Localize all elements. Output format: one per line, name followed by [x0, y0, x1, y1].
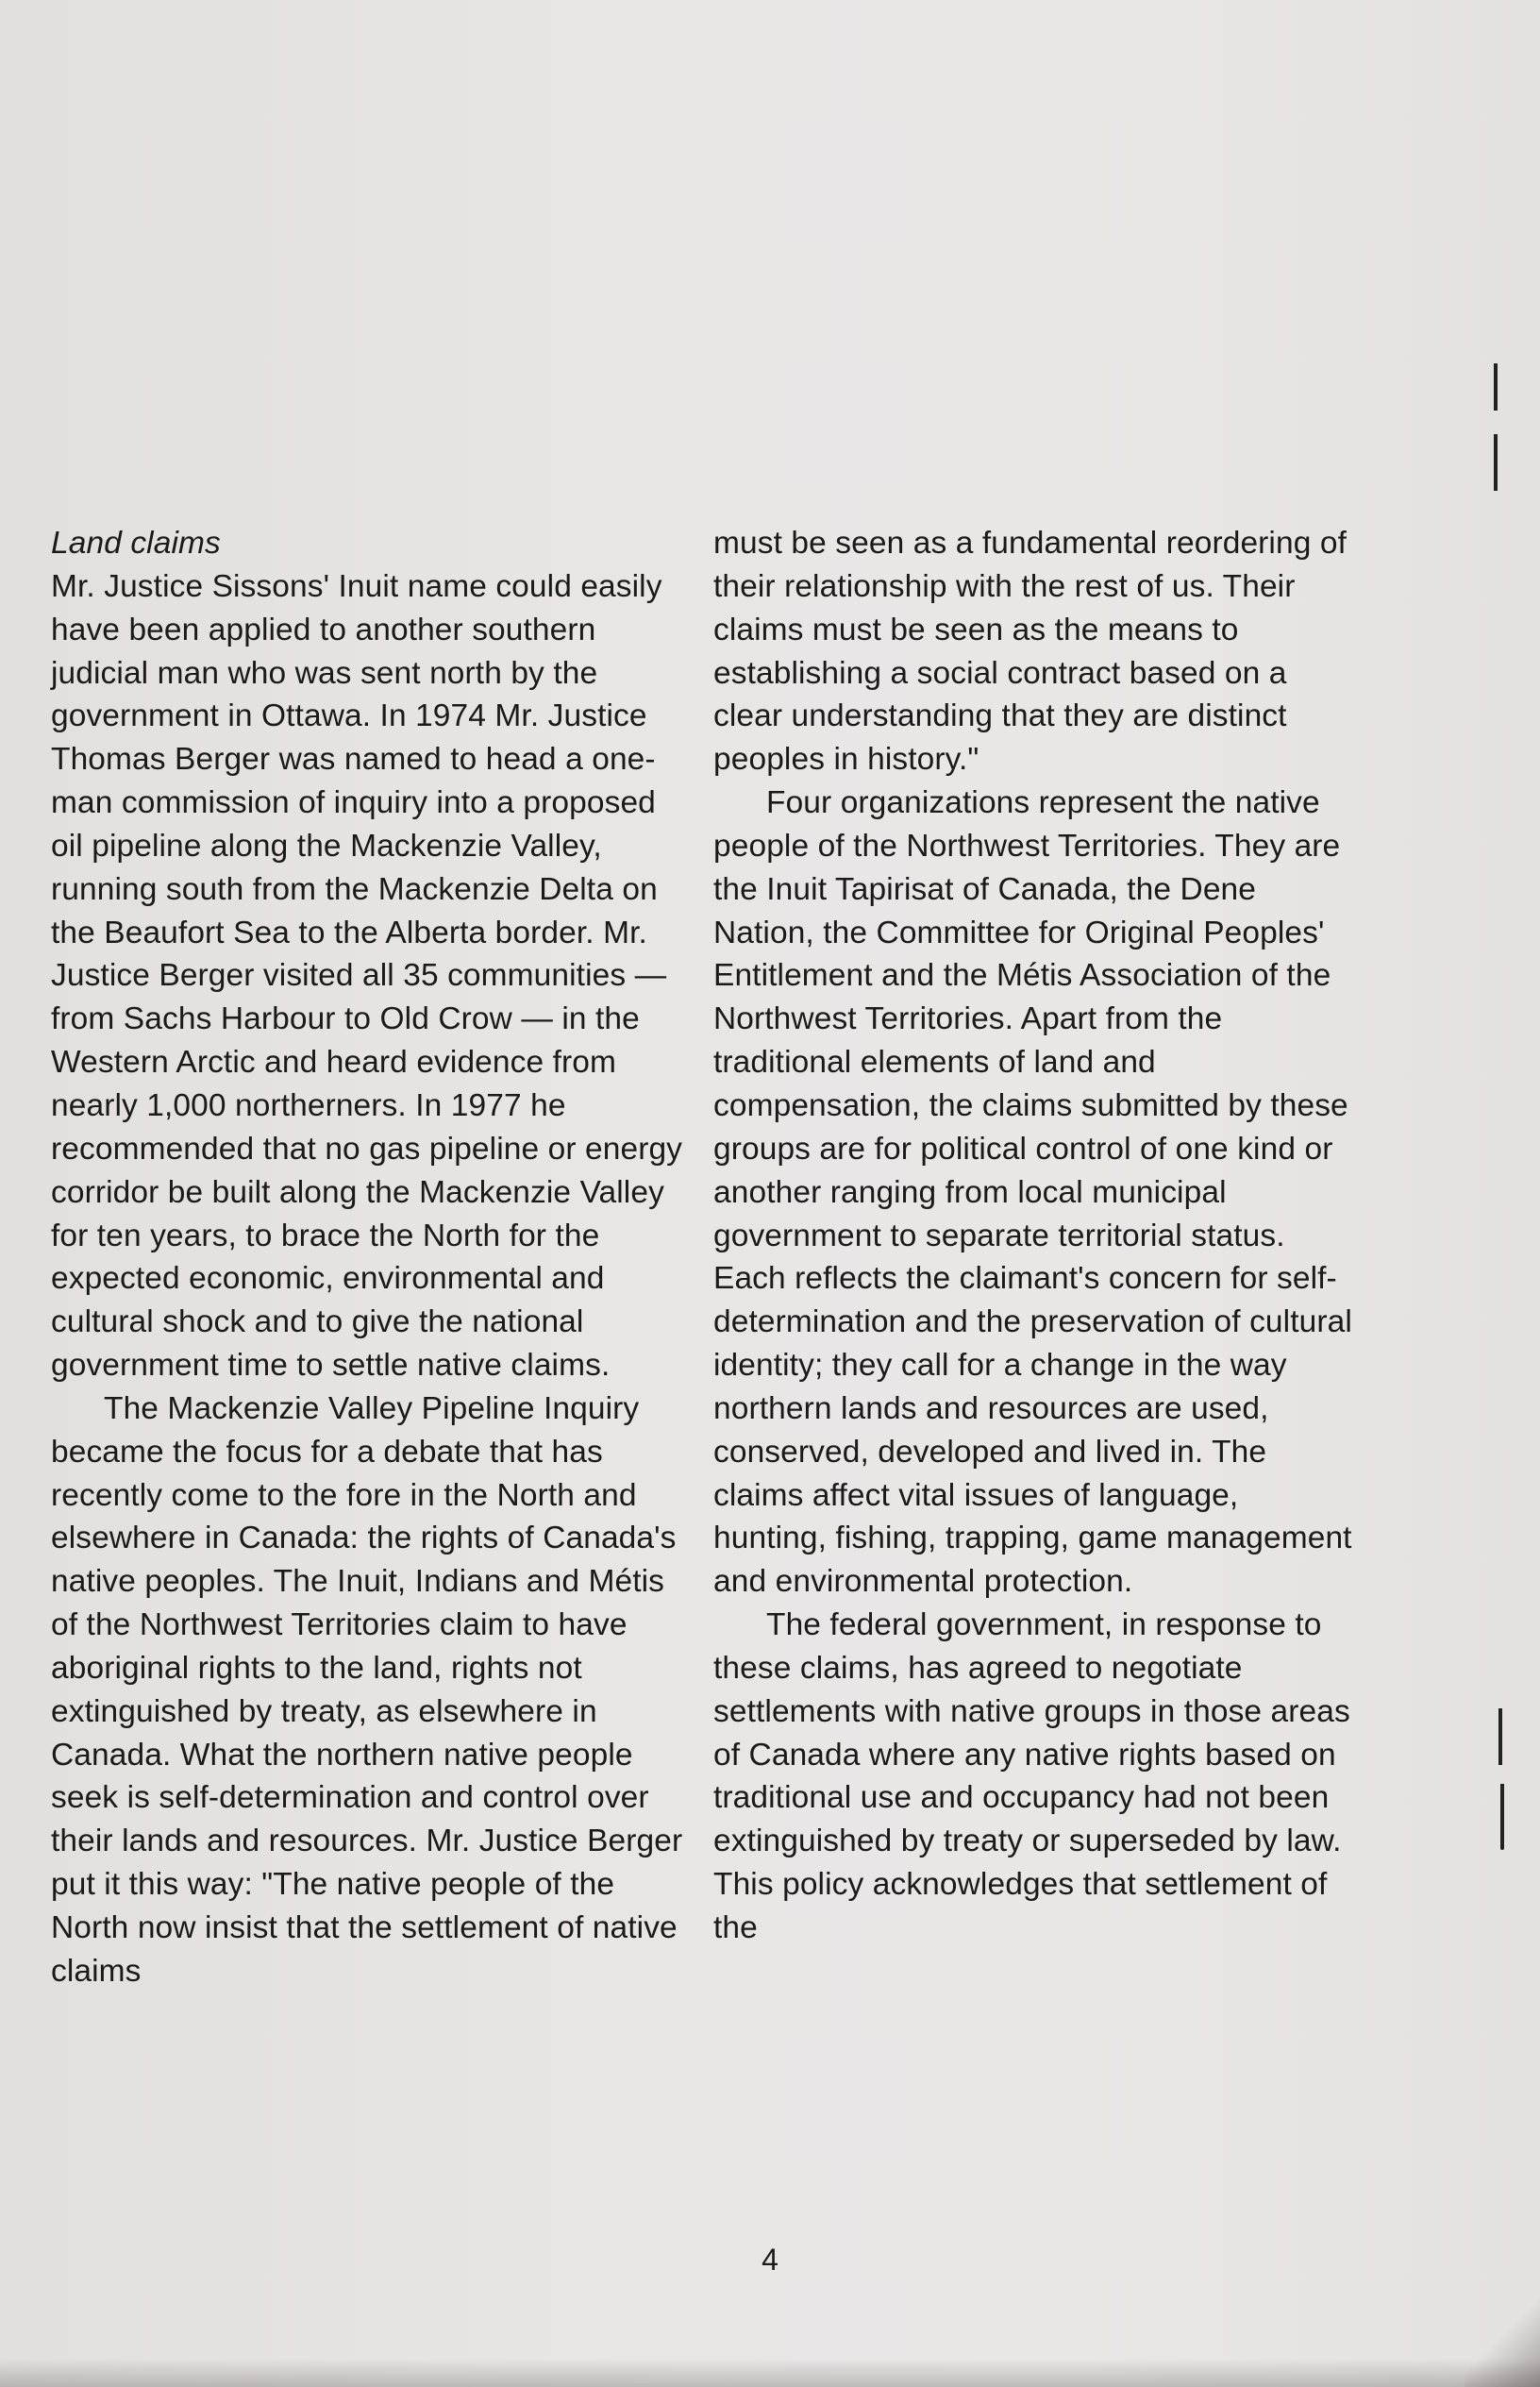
right-paragraph-3: The federal government, in response to these claims, has agreed to negotiate settlements with native groups in those areas of Canada where any native rights based on traditional use and occupancy had not been extinguished by treaty or superseded by law. This policy acknowledges that settlement of the: [713, 1607, 1350, 1945]
margin-mark: [1500, 1784, 1504, 1850]
left-paragraph-2: The Mackenzie Valley Pipeline Inquiry became the focus for a debate that has recently come to the fore in the North and elsewhere in Canada: the rights of Canada's native peoples. The Inuit, Indians and Métis of the Northwest Territories claim to have aboriginal rights to the land, rights not extinguished by treaty, as elsewhere in Canada. What the northern native people seek is self-determination and control over their lands and resources. Mr. Justice Berger put it this way: "The native people of the North now insist that the settlement of native claims: [51, 1390, 683, 1989]
margin-mark: [1498, 1708, 1502, 1765]
left-column: [51, 522, 693, 1993]
section-heading: Land claims: [51, 526, 221, 561]
margin-mark: [1494, 434, 1498, 491]
left-paragraph-1: Mr. Justice Sissons' Inuit name could easily have been applied to another southern judicial man who was sent north by the government in Ottawa. In 1974 Mr. Justice Thomas Berger was named to head a one-man commission of inquiry into a proposed oil pipeline along the Mackenzie Valley, running south from the Mackenzie Delta on the Beaufort Sea to the Alberta border. Mr. Justice Berger visited all 35 communities — from Sachs Harbour to Old Crow — in the Western Arctic and heard evidence from nearly 1,000 northerners. In 1977 he recommended that no gas pipeline or energy corridor be built along the Mackenzie Valley for ten years, to brace the North for the expected economic, environmental and cultural shock and to give the national government time to settle native claims.: [51, 568, 683, 1384]
page-corner-shadow: [1465, 2283, 1540, 2387]
right-paragraph-2: Four organizations represent the native people of the Northwest Territories. They are the Inuit Tapirisat of Canada, the Dene Nation, the Committee for Original Peoples' Entitlement and the Métis Association of the Northwest Territories. Apart from the traditional elements of land and compensation, the claims submitted by these groups are for political control of one kind or another ranging from local municipal government to separate territorial status. Each reflects the claimant's concern for self-determination and the preservation of cultural identity; they call for a change in the way northern lands and resources are used, conserved, developed and lived in. The claims affect vital issues of language, hunting, fishing, trapping, game management and environmental protection.: [713, 785, 1352, 1600]
page-number: 4: [762, 2243, 778, 2277]
right-column: [713, 522, 1355, 1950]
page-edge-shadow: [0, 2359, 1540, 2387]
margin-mark: [1494, 363, 1498, 411]
right-paragraph-1: must be seen as a fundamental reordering of their relationship with the rest of us. Their claims must be seen as the means to establishing a social contract based on a clear understanding that they are distinct peoples in history.": [713, 526, 1347, 778]
